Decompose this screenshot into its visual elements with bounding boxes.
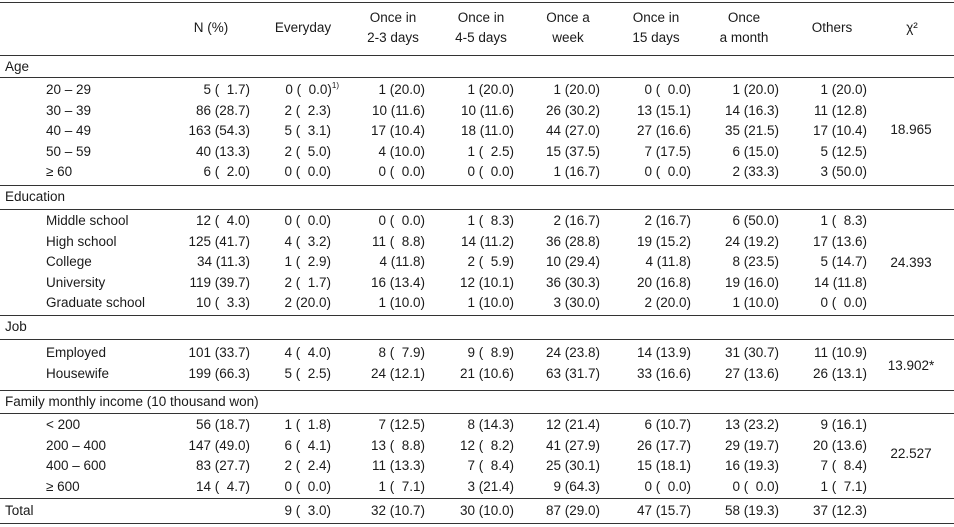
- header-line: Once in: [457, 10, 505, 25]
- header-line: week: [552, 30, 584, 45]
- table-cell: 24 (12.1): [370, 365, 425, 381]
- table-row: [0, 121, 954, 141]
- row-label: ≥ 600: [46, 478, 80, 494]
- table-cell: 83 (27.7): [195, 458, 250, 473]
- table-cell: 10 ( 3.3): [195, 295, 250, 310]
- table-cell: 47 (15.7): [636, 503, 691, 518]
- table-cell: 1 (20.0): [820, 82, 867, 97]
- table-row: [0, 343, 954, 363]
- table-cell: 37 (12.3): [812, 503, 867, 518]
- table-cell: 16 (19.3): [724, 458, 779, 473]
- table-cell: 0 ( 0.0): [644, 478, 691, 494]
- table-cell: 119 (39.7): [189, 274, 250, 290]
- table-cell: 36 (30.3): [545, 274, 600, 290]
- table-cell: 0 ( 0.0): [732, 478, 779, 494]
- table-cell: 6 (15.0): [732, 143, 779, 159]
- row-label: 400 – 600: [46, 458, 107, 473]
- table-cell: 31 (30.7): [724, 345, 779, 360]
- table-cell: 17 (13.6): [812, 233, 867, 249]
- table-cell: 7 ( 8.4): [467, 458, 514, 473]
- row-label: 200 – 400: [46, 437, 107, 453]
- table-cell: 125 (41.7): [188, 233, 250, 249]
- header-line: 2-3 days: [367, 30, 419, 45]
- table-cell: 163 (54.3): [188, 123, 250, 138]
- table-row: [0, 101, 954, 121]
- table-cell: 2 ( 1.7): [284, 274, 331, 290]
- rule-line: [0, 523, 954, 524]
- table-cell: 1 (10.0): [732, 295, 779, 310]
- table-cell: 0 ( 0.0): [285, 82, 332, 97]
- table-cell: 8 (14.3): [467, 417, 514, 432]
- table-cell: 6 ( 2.0): [203, 164, 250, 179]
- header-everyday: [253, 18, 353, 38]
- table-cell: 2 (16.7): [553, 213, 600, 228]
- table-cell: 56 (18.7): [195, 417, 250, 432]
- table-cell: 13 (15.1): [636, 102, 691, 118]
- table-cell: 6 (50.0): [732, 213, 779, 228]
- table-cell: 26 (30.2): [545, 102, 600, 118]
- header-d23: [343, 8, 443, 48]
- table-cell: 2 ( 2.4): [284, 458, 331, 473]
- table-cell: 4 (10.0): [378, 143, 425, 159]
- table-cell: 1 (20.0): [732, 82, 779, 97]
- table-cell: 27 (16.6): [636, 123, 691, 138]
- table-row: [0, 415, 954, 435]
- header-line: Once in: [632, 10, 680, 25]
- table-cell: 1 ( 7.1): [820, 478, 867, 494]
- table-cell: 29 (19.7): [724, 437, 779, 453]
- table-cell: 32 (10.7): [370, 503, 425, 518]
- table-cell: 41 (27.9): [545, 437, 600, 453]
- table-row: [0, 436, 954, 456]
- table-cell: 44 (27.0): [545, 123, 600, 138]
- table-cell: 8 ( 7.9): [378, 345, 425, 360]
- table-cell: 27 (13.6): [724, 365, 779, 381]
- table-cell: 101 (33.7): [188, 345, 250, 360]
- table-cell: 199 (66.3): [188, 365, 250, 381]
- table-cell: 4 ( 3.2): [284, 233, 331, 249]
- row-label: Housewife: [46, 365, 110, 381]
- header-line: a month: [719, 30, 769, 45]
- table-cell: 0 ( 0.0): [644, 82, 691, 97]
- table-cell: 63 (31.7): [545, 365, 600, 381]
- table-cell: 15 (37.5): [545, 143, 600, 159]
- table-cell: 16 (13.4): [370, 274, 425, 290]
- header-line: Once in: [369, 10, 417, 25]
- table-cell: 17 (10.4): [812, 123, 867, 138]
- table-cell: 26 (17.7): [636, 437, 691, 453]
- table-row: [0, 477, 954, 497]
- table-cell: 3 (21.4): [467, 478, 514, 494]
- table-cell: 5 ( 3.1): [284, 123, 331, 138]
- table-cell: 21 (10.6): [459, 365, 514, 381]
- table-cell: 10 (29.4): [545, 254, 600, 269]
- table-cell: 12 (10.1): [459, 274, 514, 290]
- table-cell: 2 ( 2.3): [284, 102, 331, 118]
- row-label: 30 – 39: [46, 102, 92, 118]
- table-cell: 0 ( 0.0): [378, 213, 425, 228]
- table-cell: 4 (11.8): [645, 254, 691, 269]
- table-cell: 11 (10.9): [813, 345, 867, 360]
- table-cell: 19 (16.0): [724, 274, 779, 290]
- header-line: Once a: [546, 10, 590, 25]
- table-cell: 2 ( 5.0): [284, 143, 331, 159]
- table-row: [0, 364, 954, 384]
- table-cell: 0 ( 0.0): [284, 213, 331, 228]
- table-cell: 2 (20.0): [284, 295, 331, 310]
- table-cell: 0 ( 0.0): [644, 164, 691, 179]
- table-cell: 2 (16.7): [644, 213, 691, 228]
- row-label: < 200: [46, 417, 81, 432]
- rule-line: [0, 339, 954, 340]
- table-cell: 11 (12.8): [813, 102, 867, 118]
- table-cell: 2 (20.0): [644, 295, 691, 310]
- table-cell: 1 (20.0): [467, 82, 514, 97]
- header-week: [518, 8, 618, 48]
- header-line: 4-5 days: [455, 30, 507, 45]
- row-label: 40 – 49: [46, 123, 92, 138]
- rule-line: [0, 2, 954, 3]
- table-cell: 9 (64.3): [553, 478, 600, 494]
- row-label: Middle school: [46, 213, 129, 228]
- table-cell: 20 (16.8): [636, 274, 691, 290]
- table-cell: 10 (11.6): [460, 102, 514, 118]
- table-cell: 0 ( 0.0): [378, 164, 425, 179]
- table-cell: 19 (15.2): [636, 233, 691, 249]
- table-cell: 2 ( 5.9): [467, 254, 514, 269]
- table-cell: 34 (11.3): [196, 254, 250, 269]
- row-label: 50 – 59: [46, 143, 92, 159]
- table-cell-with-note: [285, 80, 339, 100]
- table-cell: 36 (28.8): [545, 233, 600, 249]
- table-cell: 1 (16.7): [553, 164, 600, 179]
- group-title: Family monthly income (10 thousand won): [5, 394, 259, 409]
- table-cell: 5 ( 2.5): [284, 365, 331, 381]
- table-cell: 9 ( 8.9): [467, 345, 514, 360]
- table-cell: 14 (11.2): [460, 233, 514, 249]
- table-cell: 8 (23.5): [732, 254, 779, 269]
- table-cell: 11 ( 8.8): [371, 233, 425, 249]
- table-cell: 10 (11.6): [371, 102, 425, 118]
- table-cell: 35 (21.5): [724, 123, 779, 138]
- table-cell: 13 (23.2): [724, 417, 779, 432]
- table-cell: 4 (11.8): [379, 254, 425, 269]
- table-cell: 4 ( 4.0): [284, 345, 331, 360]
- table-cell: 5 (14.7): [820, 254, 867, 269]
- table-cell: 1 (10.0): [378, 295, 425, 310]
- table-cell: 18 (11.0): [460, 123, 514, 138]
- table-cell: 1 ( 2.9): [284, 254, 331, 269]
- header-n: [161, 18, 261, 38]
- table-cell: 9 ( 3.0): [284, 503, 331, 518]
- table-cell: 30 (10.0): [459, 503, 514, 518]
- table-cell: 7 (17.5): [644, 143, 691, 159]
- table-cell: 5 (12.5): [820, 143, 867, 159]
- table-cell: 3 (50.0): [820, 164, 867, 179]
- table-cell: 25 (30.1): [545, 458, 600, 473]
- table-row: [0, 232, 954, 252]
- row-label: 20 – 29: [46, 82, 92, 97]
- table-cell: 0 ( 0.0): [467, 164, 514, 179]
- rule-line: [0, 315, 954, 316]
- table-cell: 1 ( 8.3): [467, 213, 514, 228]
- table-row: [0, 80, 954, 100]
- header-line: Once: [727, 10, 761, 25]
- table-cell: 1 ( 1.8): [284, 417, 331, 432]
- table-row: [0, 252, 954, 272]
- table-cell: 87 (29.0): [545, 503, 600, 518]
- footnote-marker: 1): [331, 81, 339, 90]
- row-label: High school: [46, 233, 117, 249]
- table-cell: 40 (13.3): [195, 143, 250, 159]
- table-row: [0, 456, 954, 476]
- table-cell: 147 (49.0): [188, 437, 250, 453]
- header-line: 15 days: [632, 30, 680, 45]
- header-line: χ²: [906, 20, 918, 35]
- table-row: [0, 142, 954, 162]
- rule-line: [0, 185, 954, 186]
- rule-line: [0, 390, 954, 391]
- table-cell: 17 (10.4): [370, 123, 425, 138]
- chi-square-value: 18.965: [890, 122, 932, 137]
- table-cell: 15 (18.1): [636, 458, 691, 473]
- table-cell: 14 (13.9): [636, 345, 691, 360]
- rule-line: [0, 413, 954, 414]
- header-d15: [606, 8, 706, 48]
- row-label: University: [46, 274, 106, 290]
- table-cell: 2 (33.3): [732, 164, 779, 179]
- table-cell: 86 (28.7): [195, 102, 250, 118]
- rule-line: [0, 209, 954, 210]
- table-cell: 1 (20.0): [378, 82, 425, 97]
- header-chi: [862, 18, 954, 38]
- table-cell: 1 ( 8.3): [820, 213, 867, 228]
- table-cell: 5 ( 1.7): [203, 82, 250, 97]
- group-title: Job: [5, 319, 27, 334]
- table-cell: 26 (13.1): [812, 365, 867, 381]
- row-label: ≥ 60: [46, 164, 73, 179]
- row-label: College: [46, 254, 92, 269]
- table-cell: 1 ( 2.5): [467, 143, 514, 159]
- header-d45: [431, 8, 531, 48]
- table-row: [0, 293, 954, 313]
- table-cell: 13 ( 8.8): [370, 437, 425, 453]
- chi-square-value: 22.527: [890, 446, 932, 461]
- table-cell: 0 ( 0.0): [284, 478, 331, 494]
- table-cell: 7 (12.5): [378, 417, 425, 432]
- table-cell: 7 ( 8.4): [820, 458, 867, 473]
- table-cell: 9 (16.1): [820, 417, 867, 432]
- table-cell: 0 ( 0.0): [820, 295, 867, 310]
- table-row: [0, 162, 954, 182]
- table-cell: 12 ( 4.0): [195, 213, 250, 228]
- group-title: Age: [5, 59, 30, 74]
- chi-square-value: 24.393: [890, 255, 932, 270]
- table-cell: 14 (16.3): [724, 102, 779, 118]
- table-cell: 14 ( 4.7): [195, 478, 250, 494]
- header-month: [694, 8, 794, 48]
- table-cell: 6 ( 4.1): [284, 437, 331, 453]
- chi-square-value: 13.902*: [887, 358, 935, 373]
- table-cell: 1 (20.0): [553, 82, 600, 97]
- table-cell: 11 (13.3): [371, 458, 425, 473]
- table-cell: 6 (10.7): [644, 417, 691, 432]
- table-cell: 0 ( 0.0): [284, 164, 331, 179]
- table-cell: 20 (13.6): [812, 437, 867, 453]
- table-cell: 1 (10.0): [467, 295, 514, 310]
- total-label: Total: [5, 503, 34, 518]
- row-label: Graduate school: [46, 295, 146, 310]
- row-label: Employed: [46, 345, 107, 360]
- table-cell: 1 ( 7.1): [378, 478, 425, 494]
- table-cell: 14 (11.8): [813, 274, 867, 290]
- table-cell: 3 (30.0): [553, 295, 600, 310]
- table-cell: 33 (16.6): [636, 365, 691, 381]
- rule-line: [0, 77, 954, 78]
- table-row: [0, 273, 954, 293]
- table-row: [0, 211, 954, 231]
- rule-line: [0, 55, 954, 56]
- header-line: Everyday: [274, 20, 332, 35]
- table-cell: 12 ( 8.2): [459, 437, 514, 453]
- group-title: Education: [5, 189, 66, 204]
- table-cell: 12 (21.4): [545, 417, 600, 432]
- table-cell: 58 (19.3): [724, 503, 779, 518]
- header-line: N (%): [193, 20, 229, 35]
- table-cell: 24 (23.8): [545, 345, 600, 360]
- total-row: [0, 501, 954, 521]
- rule-line: [0, 498, 954, 499]
- header-line: Others: [811, 20, 853, 35]
- table-cell: 24 (19.2): [724, 233, 779, 249]
